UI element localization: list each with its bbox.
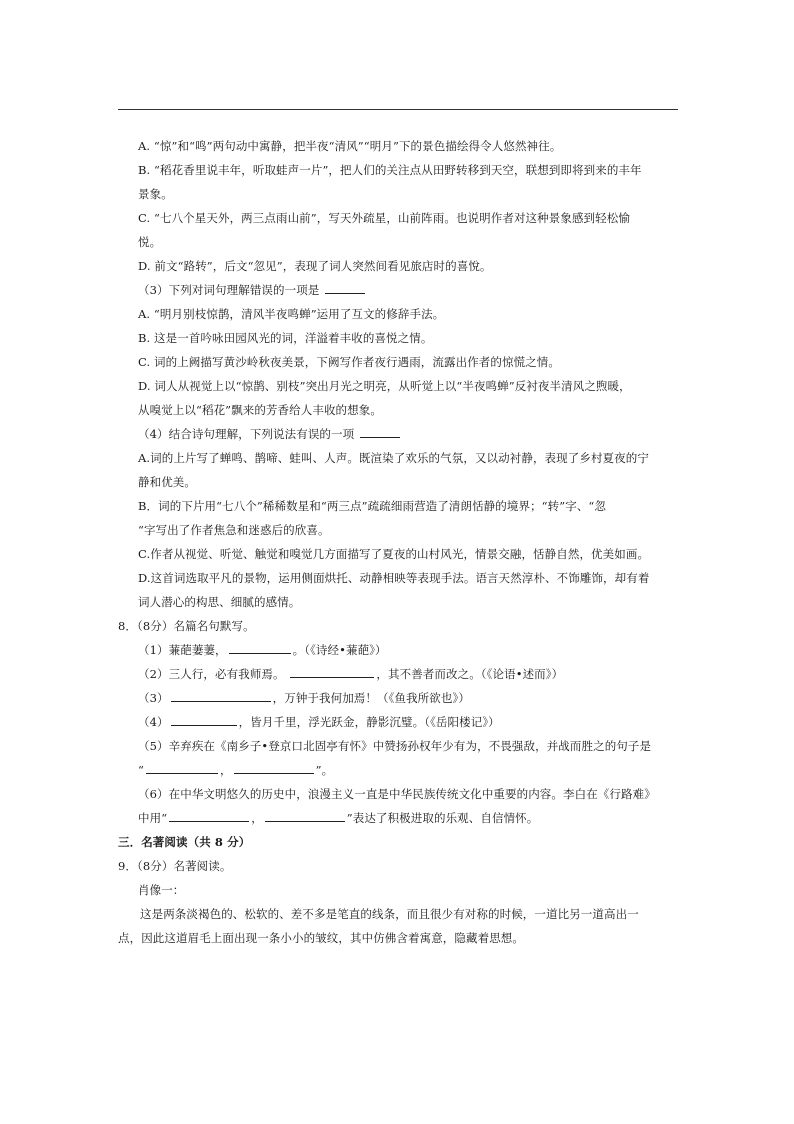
option-d: D. 前文“路转”，后文“忽见”，表现了词人突然间看见旅店时的喜悅。 — [138, 259, 492, 273]
option-c-cont: 悦。 — [138, 235, 162, 249]
section-3-heading: 三．名著阅读（共 8 分） — [118, 835, 251, 849]
question-9: 9．（8分）名著阅读。 — [118, 859, 232, 873]
q4-option-d-cont: 词人潜心的构思、细腻的感情。 — [138, 595, 301, 609]
answer-blank[interactable] — [290, 666, 374, 678]
option-a: A. “惊”和“鸣”两句动中寓静，把半夜“清风”“明月”下的景色描绘得令人悠然神往。 — [138, 139, 562, 153]
q4-option-a: A.词的上片写了蝉鸣、鹊啼、蛙叫、人声。既渲染了欢乐的气氛，又以动衬静，表现了乡村夏夜的宁 — [138, 451, 649, 465]
question-3: （3）下列对词句理解错误的一项是 — [138, 282, 367, 298]
q8-item-3: （3） ，万钟于我何加焉！（《鱼我所欲也》） — [138, 691, 470, 705]
q3-option-c: C. 词的上阙描写黄沙岭秋夜美景，下阙写作者夜行遇雨，流露出作者的惊慌之情。 — [138, 355, 560, 369]
passage-line-1: 这是两条淡褐色的、松软的、差不多是笔直的线条，而且很少有对称的时候，一道比另一道高出一 — [140, 907, 639, 921]
q4-option-b-cont: “字写出了作者焦急和迷惑后的欣喜。 — [138, 523, 330, 537]
answer-blank[interactable] — [146, 762, 218, 774]
q8-item-4: （4） ，皆月千里，浮光跃金，静影沉璧。（《岳阳楼记》） — [138, 715, 500, 729]
q8-item-5-answer: “ ， ”。 — [138, 763, 334, 777]
question-8: 8．（8分）名篇名句默写。 — [118, 619, 255, 633]
portrait-label: 肖像一： — [138, 883, 185, 897]
answer-blank[interactable] — [169, 810, 249, 822]
passage-line-2: 点，因此这道眉毛上面出现一条小小的皱纹，其中仿佛含着寓意，隐藏着思想。 — [118, 931, 524, 945]
q3-option-d-cont: 从嗅觉上以“稻花”飘来的芳香给人丰收的想象。 — [138, 403, 382, 417]
q3-option-b: B. 这是一首吟咏田园风光的词，洋溢着丰收的喜悦之情。 — [138, 331, 433, 345]
header-rule — [118, 109, 678, 110]
q3-option-a: A. “明月别枝惊鹊，清风半夜鸣蝉”运用了互文的修辞手法。 — [138, 307, 445, 321]
q8-item-6-answer: 中用“ ， ”表达了积极进取的乐观、自信情怀。 — [138, 811, 539, 825]
answer-blank[interactable] — [265, 810, 345, 822]
q4-option-b: B．词的下片用“七八个”稀稀数星和“两三点”疏疏细雨营造了清朗恬静的境界；“转”字、“忽 — [138, 499, 607, 513]
q3-option-d: D. 词人从视觉上以“惊鹊、别枝”突出月光之明亮，从听觉上以“半夜鸣蝉”反衬夜半清风之煦暖， — [138, 379, 631, 393]
answer-blank[interactable] — [234, 762, 314, 774]
q4-option-a-cont: 静和优美。 — [138, 475, 196, 489]
q8-item-5: （5）辛弃疾在《南乡子•登京口北固亭有怀》中赞扬孙权年少有为，不畏强敌，并战而胜之的句子是 — [138, 739, 652, 753]
answer-blank[interactable] — [325, 282, 365, 294]
q8-item-2: （2）三人行，必有我师焉。 ，其不善者而改之。（《论语•述而》） — [138, 667, 564, 681]
q4-option-d: D.这首词选取平凡的景物，运用侧面烘托、动静相映等表现手法。语言天然淳朴、不饰雕饰，却有着 — [138, 571, 650, 585]
option-b: B. “稻花香里说丰年，听取蛙声一片”，把人们的关注点从田野转移到天空，联想到即将到来的丰年 — [138, 163, 642, 177]
answer-blank[interactable] — [360, 426, 400, 438]
q8-item-6: （6）在中华文明悠久的历史中，浪漫主义一直是中华民族传统文化中重要的内容。李白在《行路难》 — [138, 787, 656, 801]
option-c: C. “七八个星天外，两三点雨山前”，写天外疏星，山前阵雨。也说明作者对这种景象感到轻松愉 — [138, 211, 630, 225]
answer-blank[interactable] — [171, 714, 237, 726]
question-4: （4）结合诗句理解，下列说法有误的一项 — [138, 426, 402, 442]
q4-option-c: C.作者从视觉、听觉、触觉和嗅觉几方面描写了夏夜的山村风光，情景交融，恬静自然，优美如画。 — [138, 547, 650, 561]
answer-blank[interactable] — [229, 642, 291, 654]
answer-blank[interactable] — [171, 690, 271, 702]
option-b-cont: 景象。 — [138, 187, 173, 201]
q8-item-1: （1）蒹葩萋萋， 。（《诗经•蒹葩》） — [138, 643, 387, 657]
